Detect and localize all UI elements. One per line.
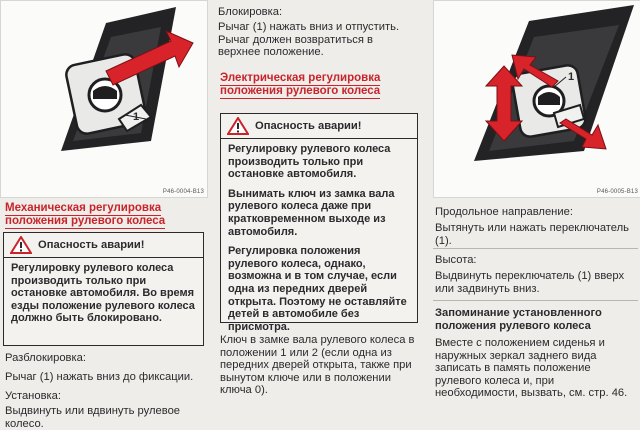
warning-text-2: Вынимать ключ из замка вала рулевого колеса даже при кратковременном выходе из автомобиля. (228, 187, 395, 238)
warning-title: Опасность аварии! (255, 120, 362, 132)
heading-electric-adjustment: Электрическая регулировка положения рулевого колеса (220, 72, 381, 97)
warning-box-electric (220, 113, 418, 333)
figure-code: P46-0004-B13 (162, 189, 204, 195)
lock-label: Блокировка: (218, 6, 283, 18)
height-label: Высота: (435, 254, 477, 266)
warning-text-3: Регулировка положения рулевого колеса, однако, возможна и в том случае, если одна из передних дверей открыта. Поэтому не оставляйте детей в автомобиле без присмотра. (228, 245, 407, 333)
long-direction-label: Продольное направление: (435, 206, 573, 218)
unlock-label: Разблокировка: (5, 352, 86, 364)
long-direction-text: Вытянуть или нажать переключатель (1). (435, 222, 629, 247)
set-text: Выдвинуть или вдвинуть рулевое колесо. (5, 405, 181, 430)
heading-mechanical-adjustment: Механическая регулировка положения рулевого колеса (5, 202, 166, 227)
warning-box-mechanical (3, 232, 204, 346)
unlock-text: Рычаг (1) нажать вниз до фиксации. (5, 371, 194, 383)
divider (433, 300, 638, 301)
set-label: Установка: (5, 390, 61, 402)
figure-electric-adjustment (433, 0, 640, 198)
warning-text: Регулировку рулевого колеса производить только при остановке автомобиля. Во время езды положение рулевого колеса должно быть блокировано. (11, 262, 195, 325)
memory-heading: Запоминание установленного положения рулевого колеса (435, 307, 602, 332)
memory-text: Вместе с положением сиденья и наружных зеркал заднего вида записать в память положение рулевого колеса и, при необходимости, вызвать, см. стр. 46. (435, 337, 628, 400)
warning-text-1: Регулировку рулевого колеса производить только при остановке автомобиля. (228, 143, 391, 181)
divider (433, 248, 638, 249)
figure-code: P46-0005-B13 (596, 189, 638, 195)
figure-mechanical-adjustment (0, 0, 208, 198)
callout-1: 1 (568, 71, 575, 83)
lock-text: Рычаг (1) нажать вниз и отпустить. Рычаг должен возвратиться в верхнее положение. (218, 21, 400, 59)
warning-triangle-icon (227, 117, 249, 135)
callout-1: 1 (133, 111, 140, 123)
key-position-text: Ключ в замке вала рулевого колеса в положении 1 или 2 (если одна из передних дверей открыта, также при вынутом ключе или в положении ключа 0). (220, 334, 415, 397)
warning-triangle-icon (10, 236, 32, 254)
height-text: Выдвинуть переключатель (1) вверх или задвинуть вниз. (435, 270, 625, 295)
warning-title: Опасность аварии! (38, 239, 145, 251)
